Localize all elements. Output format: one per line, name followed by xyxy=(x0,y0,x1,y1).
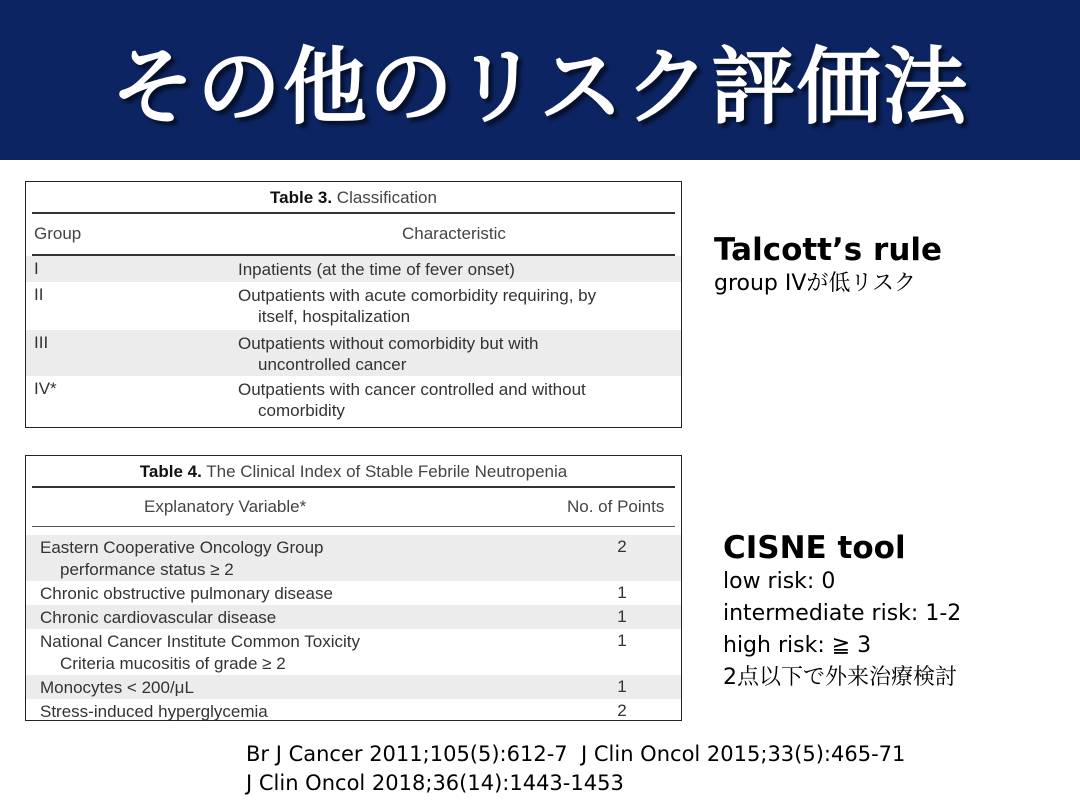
points-cell: 1 xyxy=(617,631,627,650)
table-4-header xyxy=(26,488,681,526)
variable-cell: Eastern Cooperative Oncology Group xyxy=(40,538,324,557)
table-row xyxy=(26,629,681,675)
characteristic-cell: Outpatients with acute comorbidity requiring, by xyxy=(238,286,597,305)
characteristic-cell-cont: uncontrolled cancer xyxy=(258,355,407,374)
variable-cell: Monocytes < 200/μL xyxy=(40,678,194,697)
column-header-group: Group xyxy=(34,224,82,243)
group-cell: I xyxy=(34,259,39,278)
table-row xyxy=(26,675,681,699)
column-header-variable: Explanatory Variable* xyxy=(144,497,307,516)
table-4-image xyxy=(25,455,682,721)
talcott-heading: Talcott’s rule xyxy=(714,232,943,268)
points-cell: 2 xyxy=(617,701,627,720)
cisne-section xyxy=(723,530,961,694)
column-header-characteristic: Characteristic xyxy=(402,224,506,243)
variable-cell-cont: performance status ≥ 2 xyxy=(60,560,234,579)
table-3-image xyxy=(25,181,682,428)
table-3-header xyxy=(26,214,681,254)
variable-cell: Stress-induced hyperglycemia xyxy=(40,702,268,721)
table-4-caption xyxy=(26,456,681,486)
talcott-section xyxy=(714,232,942,300)
table-row xyxy=(26,699,681,723)
table-row xyxy=(26,605,681,629)
cisne-line: low risk: 0 xyxy=(723,569,836,594)
column-header-points: No. of Points xyxy=(567,497,665,516)
points-cell: 1 xyxy=(617,677,627,696)
table-row xyxy=(26,535,681,581)
table-4-caption-text: The Clinical Index of Stable Febrile Neutropenia xyxy=(201,462,568,481)
variable-cell: Chronic obstructive pulmonary disease xyxy=(40,584,333,603)
group-cell: II xyxy=(34,285,44,304)
group-cell: III xyxy=(34,333,49,352)
cisne-line: 2点以下で外来治療検討 xyxy=(723,665,957,690)
characteristic-cell: Inpatients (at the time of fever onset) xyxy=(238,260,515,279)
reference-line: J Clin Oncol 2018;36(14):1443-1453 xyxy=(246,771,624,795)
table-3-caption-label: Table 3. xyxy=(270,188,333,207)
characteristic-cell-cont: comorbidity xyxy=(258,401,345,420)
table-row xyxy=(26,256,681,282)
table-3-caption-text: Classification xyxy=(332,188,437,207)
characteristic-cell: Outpatients with cancer controlled and without xyxy=(238,380,586,399)
variable-cell: National Cancer Institute Common Toxicity xyxy=(40,632,360,651)
cisne-line: high risk: ≧ 3 xyxy=(723,633,872,658)
cisne-line: intermediate risk: 1-2 xyxy=(723,601,962,626)
slide-title: その他のリスク評価法 xyxy=(110,37,970,136)
reference-line: Br J Cancer 2011;105(5):612-7 J Clin Oncol 2015;33(5):465-71 xyxy=(246,742,906,766)
points-cell: 1 xyxy=(617,607,627,626)
characteristic-cell-cont: itself, hospitalization xyxy=(258,307,411,326)
points-cell: 1 xyxy=(617,583,627,602)
table-4-caption-label: Table 4. xyxy=(139,462,202,481)
variable-cell-cont: Criteria mucositis of grade ≥ 2 xyxy=(60,654,286,673)
group-cell: IV* xyxy=(34,379,57,398)
points-cell: 2 xyxy=(617,537,627,556)
talcott-note: group IVが低リスク xyxy=(714,271,916,296)
title-bar xyxy=(0,0,1080,160)
table-3-caption xyxy=(26,182,681,212)
table-row xyxy=(26,330,681,376)
characteristic-cell: Outpatients without comorbidity but with xyxy=(238,334,539,353)
table-row xyxy=(26,282,681,330)
table-row xyxy=(26,581,681,605)
references xyxy=(246,740,905,798)
table-row xyxy=(26,376,681,424)
cisne-heading: CISNE tool xyxy=(723,530,906,566)
variable-cell: Chronic cardiovascular disease xyxy=(40,608,277,627)
